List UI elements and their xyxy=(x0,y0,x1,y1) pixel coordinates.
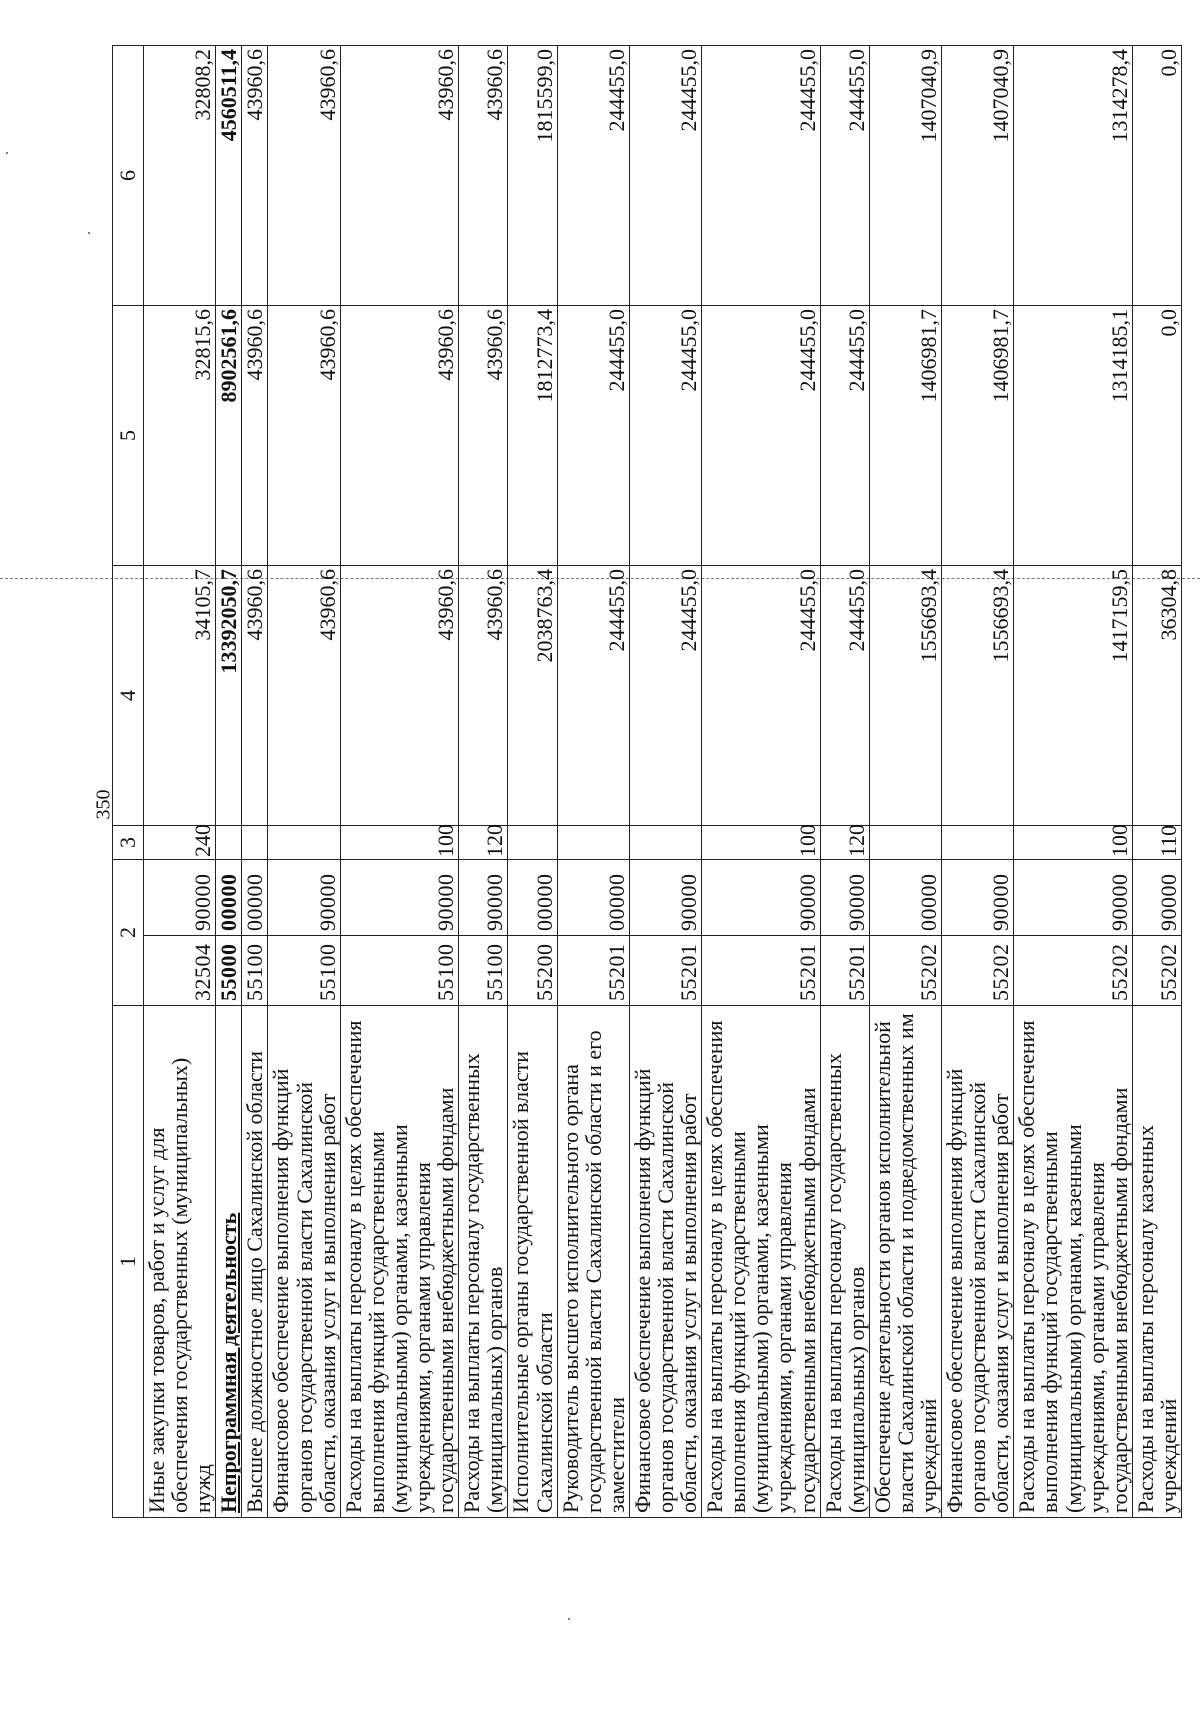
row-code-direction-cell: 90000 xyxy=(1014,860,1132,936)
row-amount-col4-cell: 13392050,7 xyxy=(216,566,242,826)
row-code-direction-cell: 90000 xyxy=(459,860,508,936)
table-row xyxy=(629,46,701,1518)
scan-speck xyxy=(88,232,90,234)
row-code-direction-cell: 90000 xyxy=(144,860,216,936)
row-expense-type-cell: 110 xyxy=(1132,826,1181,860)
table-row xyxy=(702,46,820,1518)
row-name-cell: Непрограммная деятельность xyxy=(216,1006,242,1518)
row-expense-type-cell xyxy=(629,826,701,860)
scan-speck xyxy=(568,1618,570,1620)
row-amount-col4-cell: 36304,8 xyxy=(1132,566,1181,826)
row-amount-col5-cell: 32815,6 xyxy=(144,306,216,566)
row-code-direction-cell: 00000 xyxy=(557,860,629,936)
row-code-section-cell: 55202 xyxy=(1132,936,1181,1006)
row-code-direction-cell: 90000 xyxy=(629,860,701,936)
row-code-direction-cell: 90000 xyxy=(702,860,820,936)
table-body xyxy=(144,46,1182,1518)
row-amount-col5-cell: 244455,0 xyxy=(629,306,701,566)
column-header: 5 xyxy=(113,306,144,566)
row-code-section-cell: 55100 xyxy=(268,936,340,1006)
row-amount-col4-cell: 43960,6 xyxy=(459,566,508,826)
scan-speck xyxy=(6,152,8,154)
row-code-direction-cell: 00000 xyxy=(242,860,268,936)
row-amount-col4-cell: 43960,6 xyxy=(268,566,340,826)
rotated-table-container xyxy=(112,46,1181,1518)
row-amount-col4-cell: 1556693,4 xyxy=(942,566,1014,826)
row-code-direction-cell: 90000 xyxy=(268,860,340,936)
row-expense-type-cell xyxy=(557,826,629,860)
row-amount-col6-cell: 43960,6 xyxy=(340,46,458,306)
row-amount-col4-cell: 34105,7 xyxy=(144,566,216,826)
row-code-direction-cell: 90000 xyxy=(820,860,869,936)
table-row xyxy=(820,46,869,1518)
row-amount-col6-cell: 1407040,9 xyxy=(869,46,941,306)
row-code-section-cell: 55201 xyxy=(820,936,869,1006)
row-amount-col4-cell: 2038763,4 xyxy=(508,566,557,826)
row-amount-col5-cell: 43960,6 xyxy=(340,306,458,566)
row-expense-type-cell xyxy=(242,826,268,860)
row-amount-col4-cell: 43960,6 xyxy=(340,566,458,826)
row-expense-type-cell xyxy=(216,826,242,860)
table-row xyxy=(268,46,340,1518)
row-amount-col5-cell: 244455,0 xyxy=(557,306,629,566)
row-amount-col5-cell: 244455,0 xyxy=(702,306,820,566)
row-expense-type-cell: 120 xyxy=(459,826,508,860)
table-row xyxy=(340,46,458,1518)
row-amount-col5-cell: 1314185,1 xyxy=(1014,306,1132,566)
budget-table xyxy=(112,45,1182,1518)
row-amount-col6-cell: 43960,6 xyxy=(268,46,340,306)
row-amount-col6-cell: 43960,6 xyxy=(459,46,508,306)
row-amount-col4-cell: 244455,0 xyxy=(702,566,820,826)
row-code-section-cell: 55202 xyxy=(869,936,941,1006)
column-header: 4 xyxy=(113,566,144,826)
row-amount-col6-cell: 244455,0 xyxy=(702,46,820,306)
row-name-cell: Финансовое обеспечение выполнения функций органов государственной власти Сахалинской области, оказания услуг и выполнения работ xyxy=(268,1006,340,1518)
page-number: 350 xyxy=(92,789,115,820)
row-name-cell: Финансовое обеспечение выполнения функций органов государственной власти Сахалинской области, оказания услуг и выполнения работ xyxy=(629,1006,701,1518)
row-amount-col6-cell: 43960,6 xyxy=(242,46,268,306)
row-expense-type-cell xyxy=(942,826,1014,860)
row-amount-col4-cell: 244455,0 xyxy=(629,566,701,826)
row-code-section-cell: 55201 xyxy=(557,936,629,1006)
row-expense-type-cell: 120 xyxy=(820,826,869,860)
row-expense-type-cell xyxy=(508,826,557,860)
row-amount-col6-cell: 1815599,0 xyxy=(508,46,557,306)
row-amount-col4-cell: 244455,0 xyxy=(557,566,629,826)
row-expense-type-cell xyxy=(869,826,941,860)
column-header: 6 xyxy=(113,46,144,306)
row-code-section-cell: 55200 xyxy=(508,936,557,1006)
row-amount-col4-cell: 43960,6 xyxy=(242,566,268,826)
row-amount-col5-cell: 43960,6 xyxy=(242,306,268,566)
row-name-cell: Финансовое обеспечение выполнения функций органов государственной власти Сахалинской области, оказания услуг и выполнения работ xyxy=(942,1006,1014,1518)
row-amount-col4-cell: 244455,0 xyxy=(820,566,869,826)
row-code-direction-cell: 90000 xyxy=(340,860,458,936)
row-code-section-cell: 55201 xyxy=(629,936,701,1006)
row-code-direction-cell: 00000 xyxy=(508,860,557,936)
row-name-cell: Расходы на выплаты персоналу государственных (муниципальных) органов xyxy=(459,1006,508,1518)
row-amount-col6-cell: 0,0 xyxy=(1132,46,1181,306)
row-code-section-cell: 32504 xyxy=(144,936,216,1006)
table-row xyxy=(144,46,216,1518)
table-row xyxy=(216,46,242,1518)
row-code-section-cell: 55100 xyxy=(459,936,508,1006)
table-row xyxy=(459,46,508,1518)
table-row xyxy=(242,46,268,1518)
row-amount-col6-cell: 244455,0 xyxy=(820,46,869,306)
row-code-direction-cell: 00000 xyxy=(869,860,941,936)
row-name-cell: Руководитель высшего исполнительного органа государственной власти Сахалинской области и его заместители xyxy=(557,1006,629,1518)
row-amount-col4-cell: 1417159,5 xyxy=(1014,566,1132,826)
row-amount-col6-cell: 4560511,4 xyxy=(216,46,242,306)
row-amount-col5-cell: 1812773,4 xyxy=(508,306,557,566)
row-expense-type-cell: 240 xyxy=(144,826,216,860)
row-code-section-cell: 55202 xyxy=(942,936,1014,1006)
row-expense-type-cell: 100 xyxy=(702,826,820,860)
row-expense-type-cell: 100 xyxy=(1014,826,1132,860)
row-code-section-cell: 55202 xyxy=(1014,936,1132,1006)
column-header: 3 xyxy=(113,826,144,860)
column-header: 1 xyxy=(113,1006,144,1518)
row-code-section-cell: 55100 xyxy=(340,936,458,1006)
row-amount-col5-cell: 43960,6 xyxy=(268,306,340,566)
row-code-direction-cell: 90000 xyxy=(942,860,1014,936)
row-name-cell: Расходы на выплаты персоналу государственных (муниципальных) органов xyxy=(820,1006,869,1518)
row-amount-col6-cell: 244455,0 xyxy=(557,46,629,306)
table-row xyxy=(1014,46,1132,1518)
column-header: 2 xyxy=(113,860,144,1006)
row-amount-col5-cell: 1406981,7 xyxy=(942,306,1014,566)
row-name-cell: Исполнительные органы государственной власти Сахалинской области xyxy=(508,1006,557,1518)
header-row xyxy=(113,46,144,1518)
row-amount-col5-cell: 0,0 xyxy=(1132,306,1181,566)
row-name-cell: Расходы на выплаты персоналу в целях обеспечения выполнения функций государственными (муниципальными) органами, казенными учреждениями, органами управления государственными внебюджетными фондами xyxy=(702,1006,820,1518)
table-row xyxy=(557,46,629,1518)
table-row xyxy=(869,46,941,1518)
row-amount-col5-cell: 8902561,6 xyxy=(216,306,242,566)
row-code-direction-cell: 00000 xyxy=(216,860,242,936)
row-amount-col6-cell: 244455,0 xyxy=(629,46,701,306)
row-name-cell: Расходы на выплаты персоналу в целях обеспечения выполнения функций государственными (муниципальными) органами, казенными учреждениями, органами управления государственными внебюджетными фондами xyxy=(1014,1006,1132,1518)
row-name-cell: Расходы на выплаты персоналу в целях обеспечения выполнения функций государственными (муниципальными) органами, казенными учреждениями, органами управления государственными внебюджетными фондами xyxy=(340,1006,458,1518)
table-row xyxy=(1132,46,1181,1518)
row-code-section-cell: 55000 xyxy=(216,936,242,1006)
row-name-cell: Высшее должностное лицо Сахалинской области xyxy=(242,1006,268,1518)
row-expense-type-cell xyxy=(268,826,340,860)
row-name-cell: Иные закупки товаров, работ и услуг для обеспечения государственных (муниципальных) нужд xyxy=(144,1006,216,1518)
row-amount-col5-cell: 43960,6 xyxy=(459,306,508,566)
row-amount-col4-cell: 1556693,4 xyxy=(869,566,941,826)
row-name-cell: Расходы на выплаты персоналу казенных учреждений xyxy=(1132,1006,1181,1518)
row-code-section-cell: 55100 xyxy=(242,936,268,1006)
row-expense-type-cell: 100 xyxy=(340,826,458,860)
row-amount-col6-cell: 1314278,4 xyxy=(1014,46,1132,306)
row-name-cell: Обеспечение деятельности органов исполнительной власти Сахалинской области и подведомственных им учреждений xyxy=(869,1006,941,1518)
row-amount-col6-cell: 32808,2 xyxy=(144,46,216,306)
row-amount-col5-cell: 1406981,7 xyxy=(869,306,941,566)
table-row xyxy=(508,46,557,1518)
row-amount-col6-cell: 1407040,9 xyxy=(942,46,1014,306)
row-code-direction-cell: 90000 xyxy=(1132,860,1181,936)
row-amount-col5-cell: 244455,0 xyxy=(820,306,869,566)
table-row xyxy=(942,46,1014,1518)
row-code-section-cell: 55201 xyxy=(702,936,820,1006)
